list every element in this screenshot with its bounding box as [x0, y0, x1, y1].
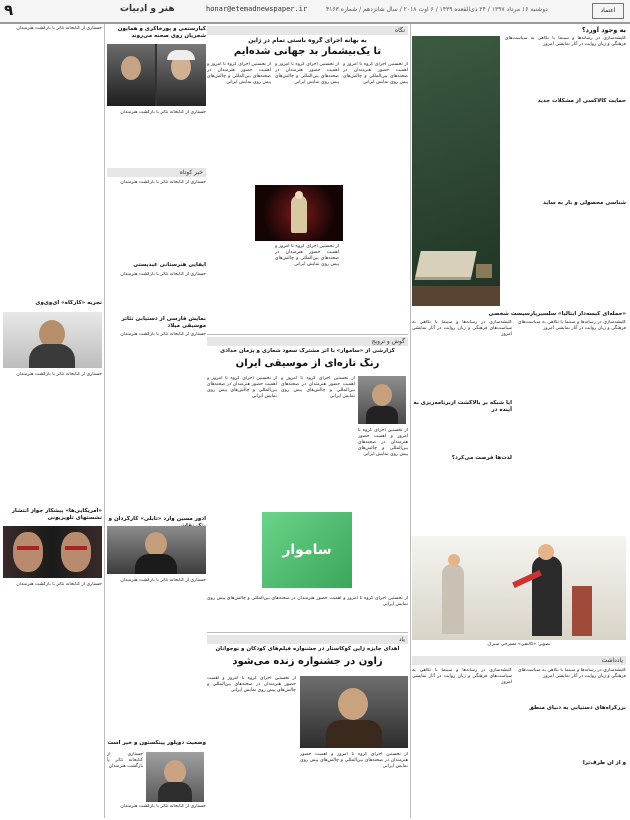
right-head-3: شناسی محصولی و بار به ساید [543, 200, 626, 206]
portrait-bottom [146, 752, 204, 802]
middle-body-3: از نخستین اجرای گروه تا امروز و اهمیت حضور هنرمندان در صحنه‌های بین‌المللی و چالش‌های پیش روی نمایش ایرانی [343, 62, 408, 85]
musicians-photo [107, 44, 206, 106]
left-body-2: جستاری از کتابخانه تئاتر یا بازگشت هنرمندان [120, 110, 206, 115]
left-body-5: جستاری از کتابخانه تئاتر یا بازگشت هنرمندان [16, 372, 102, 377]
right-head-6: بزرگراه‌های دستیابی به دنیای منطق [528, 705, 626, 711]
circus-photo [412, 536, 626, 640]
middle-head-bot-sub: اهدای جایزه ژاپن کوکاستار در جشنواره فیلم‌های کودکان و نوجوانان [215, 646, 400, 652]
right-caption: «حمله‌ای کیسه‌دار ایتالیا» سلسیرپارسیست شخصی [488, 311, 626, 317]
middle-body-9: از نخستین اجرای گروه تا امروز و اهمیت حضور هنرمندان در صحنه‌های بین‌المللی و چالش‌های پیش روی نمایش ایرانی [207, 676, 296, 693]
right-head-1: به وجود آورد؟ [581, 26, 626, 34]
samovar-label: ساموار [282, 542, 332, 558]
left-head-3: تجربه «کارگاه» آی‌وی‌وی [35, 300, 102, 306]
right-body-1: کلیشه‌سازی در رسانه‌ها و سینما با نگاهی به سیاست‌های فرهنگی و زبان روایت در آثار نمایشی امروز [505, 36, 626, 47]
email-link[interactable]: honar@etemadnewspaper.ir [206, 5, 308, 13]
middle-head-mid: رنگ تازه‌ای از موسیقی ایران [235, 358, 380, 369]
right-body-4: کلیشه‌سازی در رسانه‌ها و سینما با نگاهی به سیاست‌های فرهنگی و زبان روایت در آثار نمایشی امروز [412, 668, 512, 685]
right-head-7: و از آن طرف‌ترا [582, 760, 626, 766]
painted-faces-photo [3, 526, 102, 578]
column-rule-right [410, 24, 411, 818]
left-body-6: جستاری از کتابخانه تئاتر یا بازگشت هنرمندان [120, 332, 206, 337]
middle-body-10: از نخستین اجرای گروه تا امروز و اهمیت حضور هنرمندان در صحنه‌های بین‌المللی و چالش‌های پیش روی نمایش ایرانی [300, 752, 408, 769]
middle-rule-2 [207, 632, 408, 633]
artist-photo [3, 312, 102, 368]
left-body-7: جستاری از کتابخانه تئاتر یا بازگشت هنرمندان [16, 582, 102, 587]
date-line: دوشنبه ۱۶ مرداد ۱۳۹۷ / ۲۴ ذی‌القعده ۱۴۳۹ / ۶ اوت ۲۰۱۸ / سال شانزدهم / شماره ۴۱۶۳ [326, 6, 548, 13]
left-head-7: وضعیت دوپلور پینکستون و خیر است [107, 740, 206, 746]
middle-head-top: به بهانه اجرای گروه باستی تمام در ژاپن [248, 37, 367, 44]
left-body-10: جستاری از کتابخانه تئاتر یا بازگشت هنرمندان [120, 804, 206, 809]
left-body-9: جستاری از کتابخانه تئاتر یا بازگشت هنرمندان [107, 752, 143, 769]
tag-middle-mid: گوش و ترویج [207, 337, 408, 346]
chalkboard-photo [412, 36, 500, 306]
column-rule-left [104, 24, 105, 818]
right-body-2: کلیشه‌سازی در رسانه‌ها و سینما با نگاهی به سیاست‌های فرهنگی و زبان روایت در آثار نمایشی امروز [412, 320, 512, 337]
left-body-8: جستاری از کتابخانه تئاتر یا بازگشت هنرمندان [120, 578, 206, 583]
middle-body-1: از نخستین اجرای گروه تا امروز و اهمیت حضور هنرمندان در صحنه‌های بین‌المللی و چالش‌های پیش روی نمایش ایرانی [207, 62, 271, 85]
musician-portrait [358, 376, 406, 424]
left-head-2: آیفایی هنرستانی عیدیستی [133, 262, 206, 268]
director-photo [107, 526, 206, 574]
page-number: ۹ [4, 1, 14, 19]
left-head-4: نمایش فارسی از دستیابی تئاتر موسیقی میلاد [121, 316, 206, 329]
middle-body-7: از نخستین اجرای گروه تا امروز و اهمیت حضور هنرمندان در صحنه‌های بین‌المللی و چالش‌های پیش روی نمایش ایرانی [358, 428, 408, 457]
left-body-3: جستاری از کتابخانه تئاتر یا بازگشت هنرمندان [120, 180, 206, 185]
middle-body-2: از نخستین اجرای گروه تا امروز و اهمیت حضور هنرمندان در صحنه‌های بین‌المللی و چالش‌های پیش روی نمایش ایرانی [275, 62, 339, 85]
tag-right-bottom: یادداشت [412, 656, 626, 665]
right-body-5: کلیشه‌سازی در رسانه‌ها و سینما با نگاهی به سیاست‌های فرهنگی و زبان روایت در آثار نمایشی امروز [518, 668, 626, 679]
right-head-4: آیا شبکه بر بالاگشت ازبرنامه‌ریزی به آینده در [413, 400, 512, 413]
tag-middle-top: نگاه [207, 26, 408, 35]
left-body-4: جستاری از کتابخانه تئاتر یا بازگشت هنرمندان [120, 272, 206, 277]
right-head-2: حمایت گالاکسی از مشکلات جدید [537, 98, 626, 104]
left-head-5: ادور مسین وارد «تابلی» کارگردان و [108, 516, 206, 522]
middle-body-4: از نخستین اجرای گروه تا امروز و اهمیت حضور هنرمندان در صحنه‌های بین‌المللی و چالش‌های پیش روی نمایش ایرانی [275, 244, 339, 267]
circus-caption: تصویر: «کالنفی» مسرحی سیرک [487, 642, 551, 647]
right-body-3: کلیشه‌سازی در رسانه‌ها و سینما با نگاهی به سیاست‌های فرهنگی و زبان روایت در آثار نمایشی امروز [518, 320, 626, 331]
middle-body-5: از نخستین اجرای گروه تا امروز و اهمیت حضور هنرمندان در صحنه‌های بین‌المللی و چالش‌های پیش روی نمایش ایرانی [207, 376, 277, 399]
newspaper-logo: اعتماد [592, 3, 624, 19]
tag-left-1: خبر کوتاه [107, 168, 206, 177]
left-head-1: کیارستمی و پورخاکری و همایون شجریان روی صحنه می‌روند [117, 26, 206, 39]
right-head-5: لذت‌ها فرصت می‌کرد؟ [451, 455, 512, 461]
middle-rule-1 [207, 334, 408, 335]
middle-body-8: از نخستین اجرای گروه تا امروز و اهمیت حضور هنرمندان در صحنه‌های بین‌المللی و چالش‌های پیش روی نمایش ایرانی [207, 596, 408, 607]
tag-middle-bottom: یاد [207, 635, 408, 644]
middle-head-sub: تا یک‌بیشمار بد جهانی شده‌ایم [233, 46, 382, 57]
samovar-album-cover [262, 512, 352, 588]
section-title: هنر و ادبیات [120, 4, 175, 14]
stage-photo [255, 185, 343, 241]
middle-head-mid-sub: گزارشی از «ساموار» با اثر مشترک سعود شعاری و پژمان حدادی [220, 348, 395, 354]
middle-head-bot: زاون در جشنواره زنده می‌شود [232, 656, 383, 667]
middle-body-6: از نخستین اجرای گروه تا امروز و اهمیت حضور هنرمندان در صحنه‌های بین‌المللی و چالش‌های پیش روی نمایش ایرانی [281, 376, 355, 399]
left-body-1: جستاری از کتابخانه تئاتر یا بازگشت هنرمندان [16, 26, 102, 31]
zaven-photo [300, 676, 408, 748]
left-head-6: «امریکایی‌ها» پیشکار جواز انتشار نشستهای تلویزیونی [11, 508, 102, 521]
